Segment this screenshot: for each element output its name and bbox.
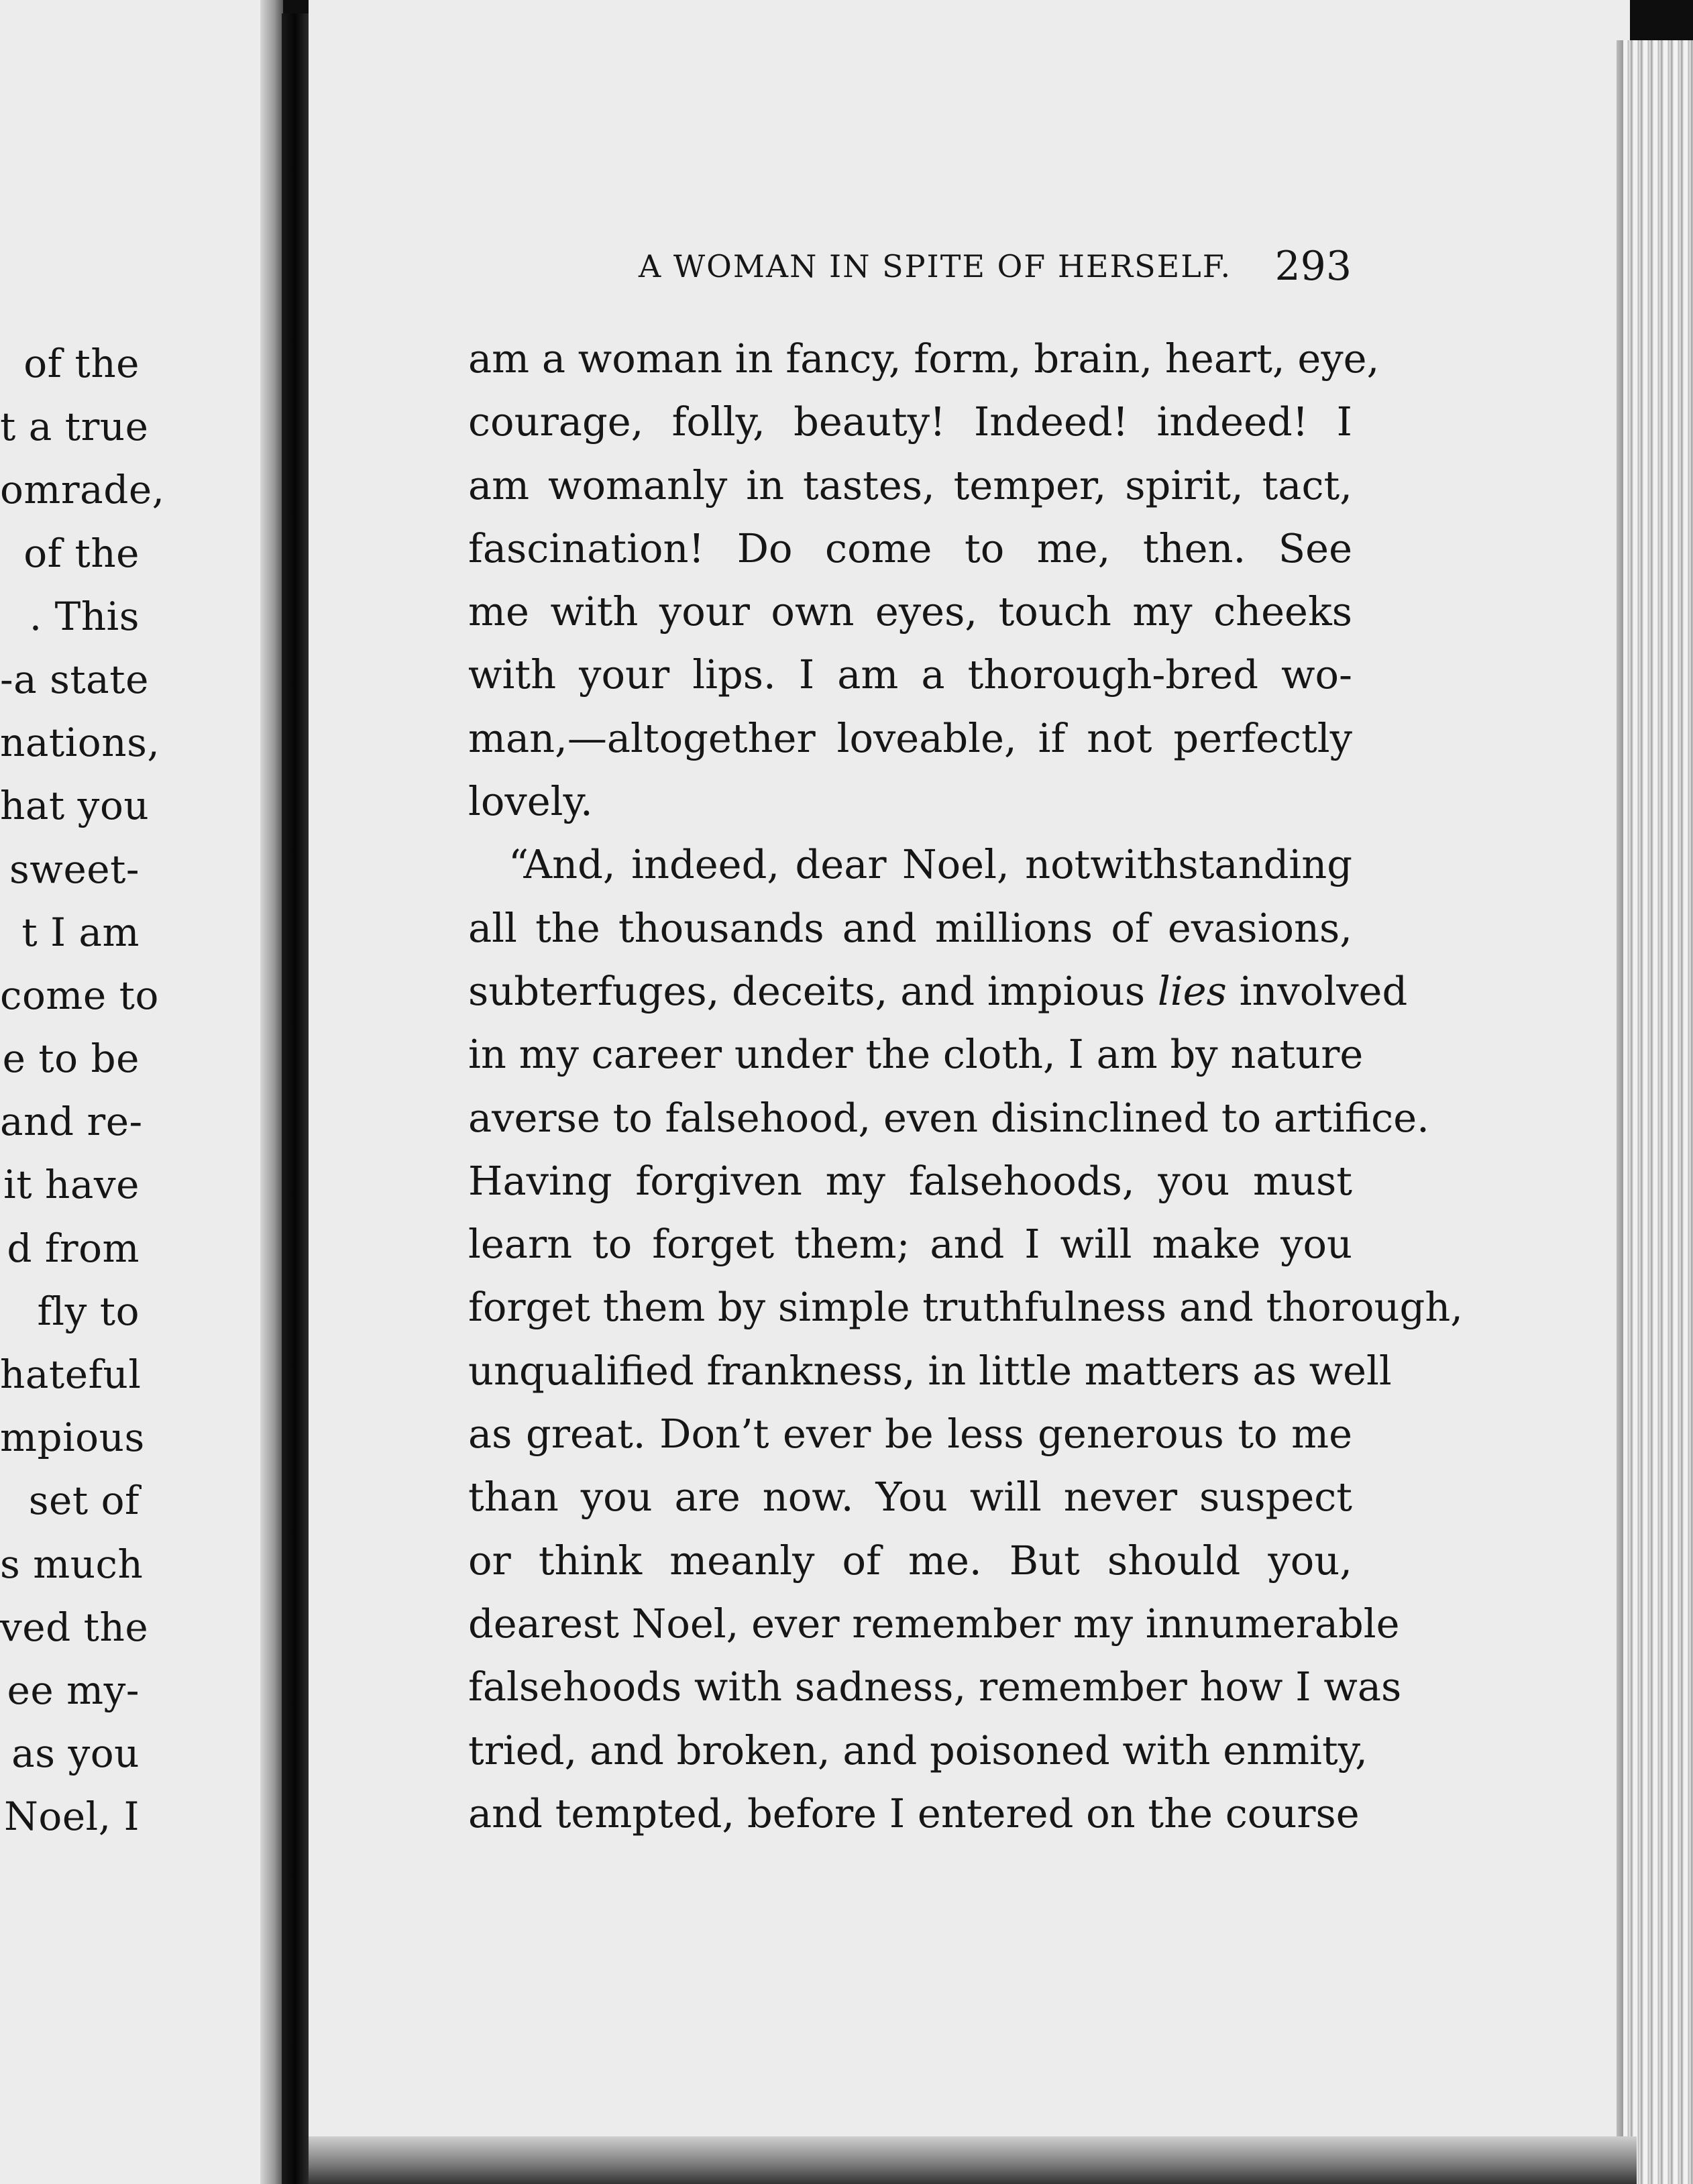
body-text: [468, 327, 1464, 1845]
text-line: than you are now. You will never suspect: [468, 1474, 1352, 1521]
page-stack-edge: [1623, 40, 1693, 2184]
running-header-title: A WOMAN IN SPITE OF HERSELF.: [639, 248, 1232, 284]
left-line: t I am: [21, 909, 140, 955]
left-line: ved the: [0, 1604, 149, 1650]
page-number: 293: [1274, 243, 1352, 290]
left-line: come to: [0, 972, 159, 1018]
left-line: s much: [0, 1541, 144, 1587]
text-line: learn to forget them; and I will make you: [468, 1221, 1352, 1268]
text-line: lovely.: [468, 778, 593, 825]
text-line: as great. Don’t ever be less generous to me: [468, 1411, 1352, 1458]
text-line: unqualified frankness, in little matters as well: [468, 1347, 1392, 1394]
left-line: omrade,: [0, 467, 165, 513]
text-segment: subterfuges, deceits, and impious: [468, 967, 1146, 1014]
page-bottom-shadow: [309, 2136, 1637, 2184]
text-line: man,—altogether loveable, if not perfectly: [468, 714, 1352, 761]
left-line: as you: [11, 1731, 140, 1777]
paragraph-first-line: “And, indeed, dear Noel, notwithstanding: [508, 841, 1352, 888]
text-line: with your lips. I am a thorough-bred wo-: [468, 651, 1352, 698]
left-line: Noel, I: [4, 1794, 140, 1840]
text-line: me with your own eyes, touch my cheeks: [468, 588, 1352, 635]
text-line: and tempted, before I entered on the course: [468, 1790, 1360, 1837]
text-segment: involved: [1239, 967, 1408, 1014]
left-line: hat you: [0, 783, 150, 829]
left-line: and re-: [0, 1099, 143, 1145]
text-line: tried, and broken, and poisoned with enmity,: [468, 1727, 1368, 1773]
left-line: fly to: [37, 1288, 140, 1334]
book-gutter: [282, 13, 309, 2184]
text-line: averse to falsehood, even disinclined to artifice.: [468, 1094, 1429, 1141]
left-line: hateful: [0, 1352, 142, 1397]
text-line: am a woman in fancy, form, brain, heart, eye,: [468, 335, 1380, 382]
left-line: of the: [23, 341, 140, 386]
left-line: nations,: [0, 720, 160, 766]
running-header: [470, 243, 1355, 296]
text-line: am womanly in tastes, temper, spirit, tact,: [468, 461, 1352, 508]
text-line: fascination! Do come to me, then. See: [468, 525, 1352, 571]
left-line: d from: [7, 1225, 140, 1271]
text-line: dearest Noel, ever remember my innumerable: [468, 1600, 1400, 1647]
left-line: sweet-: [9, 846, 140, 892]
text-line: forget them by simple truthfulness and thorough,: [468, 1284, 1464, 1331]
left-line: t a true: [0, 404, 149, 450]
text-line: all the thousands and millions of evasions,: [468, 904, 1352, 951]
left-line: of the: [23, 530, 140, 576]
italic-emphasis: lies: [1157, 967, 1227, 1014]
text-line: courage, folly, beauty! Indeed! indeed! I: [468, 398, 1352, 445]
left-line: . This: [29, 593, 140, 639]
left-line: set of: [28, 1478, 140, 1524]
text-line: or think meanly of me. But should you,: [468, 1537, 1352, 1584]
text-line: Having forgiven my falsehoods, you must: [468, 1157, 1352, 1204]
text-line: in my career under the cloth, I am by nature: [468, 1031, 1364, 1078]
left-page: [0, 0, 282, 2184]
left-line: ee my-: [7, 1667, 140, 1713]
left-line: mpious: [0, 1415, 145, 1461]
left-line: -a state: [0, 656, 149, 702]
text-line: falsehoods with sadness, remember how I was: [468, 1663, 1402, 1710]
text-line: [468, 960, 1408, 1023]
left-page-text: [0, 332, 165, 1849]
left-page-edge-shadow: [260, 0, 283, 2184]
left-line: it have: [3, 1162, 140, 1208]
left-line: e to be: [2, 1036, 140, 1082]
